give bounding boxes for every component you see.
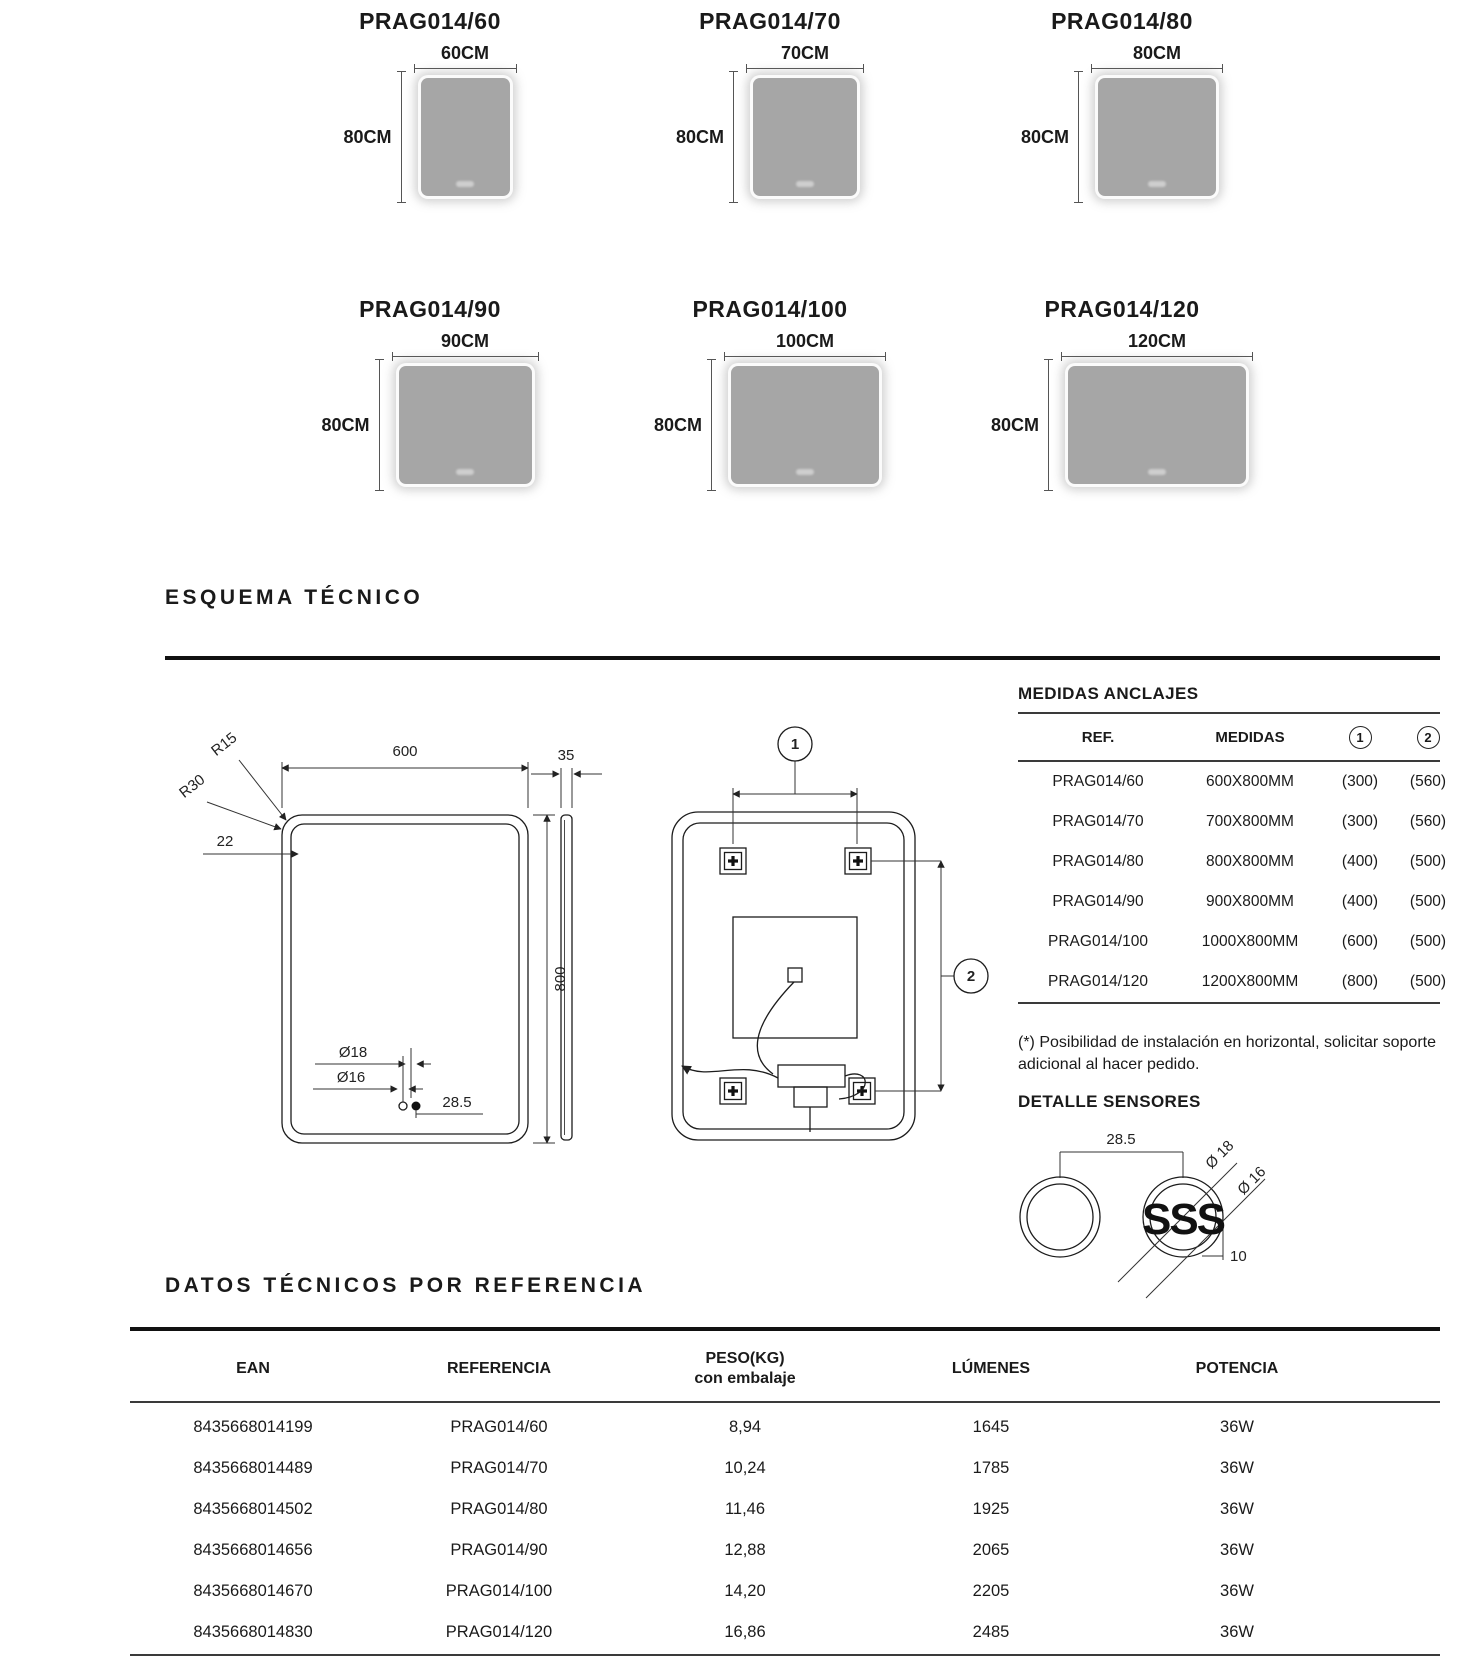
product-cell	[260, 296, 600, 484]
cell: PRAG014/70	[450, 1459, 548, 1477]
cell: PRAG014/100	[1048, 933, 1148, 950]
mirror-image	[421, 78, 510, 196]
cell: (500)	[1409, 853, 1447, 870]
rule	[1018, 760, 1440, 762]
width-dim-line	[1091, 68, 1223, 69]
driver-box	[733, 917, 857, 1038]
mirror-image	[399, 366, 532, 484]
width-label: 100CM	[775, 331, 835, 351]
product-ref: PRAG014/80	[1051, 8, 1193, 34]
cell: (800)	[1341, 973, 1379, 990]
cell: 36W	[1220, 1541, 1254, 1559]
callout-1: 1	[790, 736, 800, 753]
col-peso: PESO(KG) con embalaje	[694, 1350, 796, 1387]
height-dim-line	[401, 71, 402, 203]
cell: (500)	[1409, 973, 1447, 990]
cell: PRAG014/80	[450, 1500, 548, 1518]
datos-title: DATOS TÉCNICOS POR REFERENCIA	[165, 1274, 647, 1297]
width-dim-line	[724, 356, 886, 357]
cell: 36W	[1220, 1582, 1254, 1600]
rule	[1018, 712, 1440, 714]
mirror-figure	[343, 43, 516, 196]
sensors-title: DETALLE SENSORES	[1018, 1092, 1201, 1111]
cell: (560)	[1409, 773, 1447, 790]
mirror-image	[1098, 78, 1216, 196]
dim-sensor-gap: 28.5	[442, 1094, 472, 1111]
section-rule	[130, 1327, 1440, 1331]
mirror-image	[753, 78, 857, 196]
product-cell	[952, 8, 1292, 196]
cell: 16,86	[724, 1623, 766, 1641]
cell: 2485	[972, 1623, 1010, 1641]
cell: 1645	[972, 1418, 1010, 1436]
height-dim-line	[379, 359, 380, 491]
col-ref: REF.	[1081, 728, 1115, 746]
datos-header	[130, 1338, 1360, 1400]
cell: 700X800MM	[1206, 813, 1294, 830]
cell: 8435668014656	[193, 1541, 313, 1559]
cell: 8435668014502	[193, 1500, 313, 1518]
rule	[130, 1654, 1440, 1656]
cable-connector	[788, 968, 802, 982]
cell: PRAG014/60	[450, 1418, 548, 1436]
rule	[130, 1401, 1440, 1403]
product-ref: PRAG014/120	[1044, 296, 1200, 322]
rule	[1018, 1002, 1440, 1004]
col-lumenes: LÚMENES	[951, 1360, 1031, 1377]
cell: PRAG014/90	[1052, 893, 1144, 910]
product-ref: PRAG014/90	[359, 296, 501, 322]
width-dim-line	[1061, 356, 1253, 357]
cell: 1785	[972, 1459, 1010, 1477]
height-dim-line	[1078, 71, 1079, 203]
cell: 8435668014670	[193, 1582, 313, 1600]
cell: 12,88	[724, 1541, 766, 1559]
cell: PRAG014/60	[1052, 773, 1144, 790]
cell: 36W	[1220, 1418, 1254, 1436]
sensor-dot-filled	[412, 1102, 421, 1111]
mirror-figure	[991, 331, 1253, 484]
col-circle-2: 2	[1417, 726, 1440, 749]
cell: (300)	[1341, 773, 1379, 790]
cell: (500)	[1409, 933, 1447, 950]
dim-thickness: 35	[557, 747, 575, 764]
junction-box	[778, 1065, 845, 1087]
sensors-detail-drawing	[950, 1118, 1290, 1318]
height-dim-line	[1048, 359, 1049, 491]
esquema-title: ESQUEMA TÉCNICO	[165, 586, 424, 609]
height-label: 80CM	[675, 126, 724, 147]
cell: 1200X800MM	[1201, 973, 1299, 990]
cell: 11,46	[724, 1500, 766, 1518]
cell: 1925	[972, 1500, 1010, 1518]
dim-frame-edge: 22	[216, 833, 234, 850]
cell: (500)	[1409, 893, 1447, 910]
height-label: 80CM	[653, 414, 702, 435]
product-ref: PRAG014/60	[359, 8, 501, 34]
mirror-image	[731, 366, 879, 484]
cell: 14,20	[724, 1582, 766, 1600]
dim-sensor-d18: Ø18	[338, 1044, 368, 1061]
width-label: 60CM	[440, 43, 489, 63]
sensor-circle-left	[1020, 1177, 1100, 1257]
cell: 8435668014199	[193, 1418, 313, 1436]
cable	[682, 1066, 778, 1078]
cell: (400)	[1341, 853, 1379, 870]
mirror-image	[1068, 366, 1246, 484]
col-circle-1: 1	[1349, 726, 1372, 749]
product-cell	[600, 296, 940, 484]
cell: PRAG014/120	[445, 1623, 553, 1641]
cell: 2205	[972, 1582, 1010, 1600]
width-label: 120CM	[1127, 331, 1187, 351]
cell: 36W	[1220, 1500, 1254, 1518]
dim-height: 800	[552, 966, 569, 992]
cell: 10,24	[724, 1459, 766, 1477]
height-label: 80CM	[990, 414, 1039, 435]
cell: 1000X800MM	[1201, 933, 1299, 950]
rear-view	[672, 727, 988, 1140]
cell: (600)	[1341, 933, 1379, 950]
dim-radius-outer: R15	[208, 729, 241, 760]
mount-bracket	[845, 848, 871, 874]
dim-radius-inner: R30	[176, 771, 209, 802]
col-referencia: REFERENCIA	[446, 1360, 551, 1377]
height-label: 80CM	[1020, 126, 1069, 147]
col-medidas: MEDIDAS	[1215, 728, 1285, 746]
cable	[757, 982, 794, 1074]
junction-box-lower	[794, 1087, 827, 1107]
dim-d16: Ø 16	[1234, 1163, 1270, 1199]
col-ean: EAN	[236, 1360, 270, 1377]
col-potencia: POTENCIA	[1195, 1360, 1279, 1377]
product-ref: PRAG014/70	[699, 8, 841, 34]
mirror-figure	[676, 43, 864, 196]
cell: 900X800MM	[1206, 893, 1294, 910]
anchors-rows	[1018, 762, 1458, 1002]
mount-bracket	[720, 1078, 746, 1104]
product-cell	[260, 8, 600, 196]
cell: 36W	[1220, 1623, 1254, 1641]
dim-offset: 10	[1230, 1248, 1247, 1265]
front-view	[176, 729, 569, 1143]
mount-bracket	[849, 1078, 875, 1104]
cell: PRAG014/70	[1052, 813, 1144, 830]
cell: PRAG014/80	[1052, 853, 1144, 870]
width-label: 80CM	[1132, 43, 1181, 63]
cell: PRAG014/90	[450, 1541, 548, 1559]
dim-width: 600	[392, 743, 418, 760]
anchors-table	[1018, 684, 1458, 1004]
datos-rows	[130, 1407, 1360, 1653]
cell: (560)	[1409, 813, 1447, 830]
width-dim-line	[414, 68, 517, 69]
sensor-dot-open	[399, 1102, 407, 1110]
cell: 2065	[972, 1541, 1010, 1559]
mirror-figure	[654, 331, 886, 484]
cell: 8435668014489	[193, 1459, 313, 1477]
width-label: 70CM	[780, 43, 829, 63]
anchors-title: MEDIDAS ANCLAJES	[1018, 684, 1199, 703]
side-view	[531, 747, 602, 1140]
width-label: 90CM	[440, 331, 489, 351]
antifog-symbol: SSS	[1141, 1195, 1225, 1244]
mirror-figure	[321, 331, 538, 484]
dim-d18: Ø 18	[1202, 1137, 1238, 1173]
height-label: 80CM	[321, 414, 370, 435]
cell: 8,94	[728, 1418, 762, 1436]
cell: 36W	[1220, 1459, 1254, 1477]
cell: (300)	[1341, 813, 1379, 830]
cell: (400)	[1341, 893, 1379, 910]
dim-sensor-d16: Ø16	[336, 1069, 366, 1086]
height-label: 80CM	[343, 126, 392, 147]
height-dim-line	[733, 71, 734, 203]
mount-bracket	[720, 848, 746, 874]
cell: PRAG014/120	[1048, 973, 1148, 990]
cell: 800X800MM	[1206, 853, 1294, 870]
width-dim-line	[746, 68, 864, 69]
product-cell	[600, 8, 940, 196]
callout-2: 2	[966, 968, 976, 985]
dim-sensor-gap: 28.5	[1106, 1131, 1136, 1148]
technical-drawing	[165, 650, 995, 1215]
cell: PRAG014/100	[445, 1582, 553, 1600]
mirror-figure	[1021, 43, 1223, 196]
product-cell	[952, 296, 1292, 484]
product-ref: PRAG014/100	[692, 296, 848, 322]
height-dim-line	[711, 359, 712, 491]
horizontal-install-note: (*) Posibilidad de instalación en horizontal, solicitar soporte adicional al hacer pedido.	[1018, 1034, 1436, 1073]
cell: 8435668014830	[193, 1623, 313, 1641]
cell: 600X800MM	[1206, 773, 1294, 790]
width-dim-line	[392, 356, 539, 357]
